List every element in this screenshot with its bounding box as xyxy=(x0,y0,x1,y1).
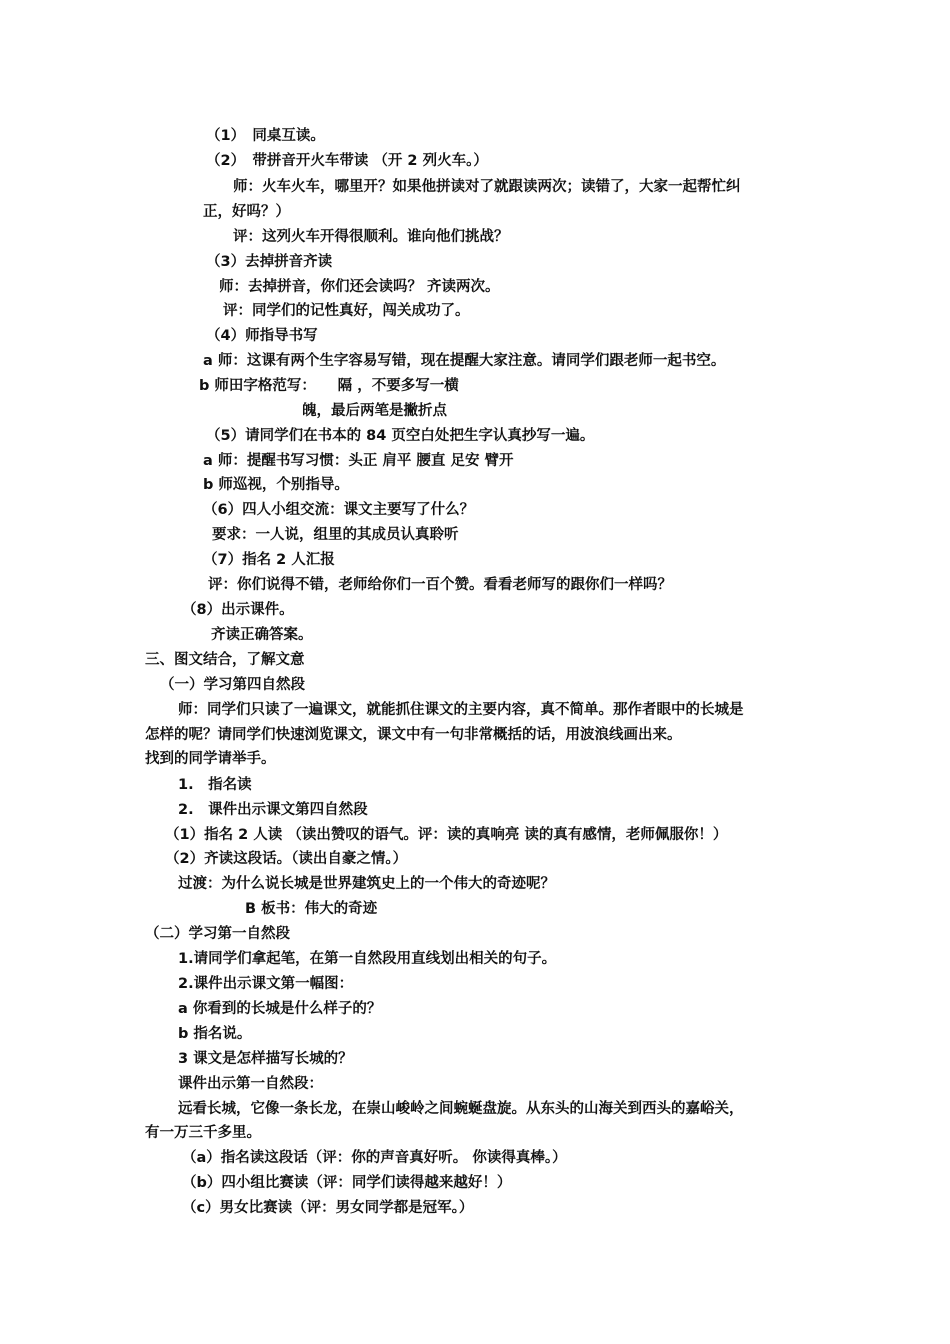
text-line: （b）四小组比赛读（评：同学们读得越来越好！） xyxy=(182,1175,512,1191)
text-line: （c）男女比赛读（评：男女同学都是冠军。） xyxy=(182,1200,474,1216)
text-line: 找到的同学请举手。 xyxy=(145,751,276,767)
text-line: b 指名说。 xyxy=(178,1026,252,1042)
text-line: 课件出示第一自然段： xyxy=(178,1076,323,1092)
text-line: （a）指名读这段话（评：你的声音真好听。 你读得真棒。） xyxy=(182,1150,567,1166)
text-line: b 师巡视，个别指导。 xyxy=(203,477,349,493)
text-line: b 师田字格范写： 隔 ，不要多写一横 xyxy=(199,378,459,394)
text-line: a 师：提醒书写习惯：头正 肩平 腰直 足安 臂开 xyxy=(203,453,514,469)
text-line: （3）去掉拼音齐读 xyxy=(206,254,333,270)
text-line: 1.请同学们拿起笔，在第一自然段用直线划出相关的句子。 xyxy=(178,951,557,967)
text-line: 师：火车火车，哪里开？如果他拼读对了就跟读两次；读错了，大家一起帮忙纠 xyxy=(233,179,741,195)
text-line: a 你看到的长城是什么样子的？ xyxy=(178,1001,382,1017)
text-line: 远看长城，它像一条长龙，在崇山峻岭之间蜿蜒盘旋。从东头的山海关到西头的嘉峪关， xyxy=(178,1101,744,1117)
text-line: B 板书：伟大的奇迹 xyxy=(245,901,378,917)
text-line: 有一万三千多里。 xyxy=(145,1125,261,1141)
text-line: （1） 同桌互读。 xyxy=(206,128,325,144)
section-heading: 三、图文结合，了解文意 xyxy=(145,652,305,668)
text-line: （6）四人小组交流：课文主要写了什么？ xyxy=(203,502,475,518)
text-line: 怎样的呢？请同学们快速浏览课文，课文中有一句非常概括的话，用波浪线画出来。 xyxy=(145,727,682,743)
text-line: 3 课文是怎样描写长城的？ xyxy=(178,1051,353,1067)
text-line: （2） 带拼音开火车带读 （开 2 列火车。） xyxy=(206,153,488,169)
text-line: a 师：这课有两个生字容易写错，现在提醒大家注意。请同学们跟老师一起书空。 xyxy=(203,353,726,369)
text-line: 过渡：为什么说长城是世界建筑史上的一个伟大的奇迹呢？ xyxy=(178,876,555,892)
text-line: 1. 指名读 xyxy=(178,777,252,793)
text-line: 评：这列火车开得很顺利。谁向他们挑战？ xyxy=(233,229,509,245)
text-line: （2）齐读这段话。（读出自豪之情。） xyxy=(165,851,408,867)
subsection-heading: （一）学习第四自然段 xyxy=(160,677,305,693)
text-line: 魄，最后两笔是撇折点 xyxy=(302,403,447,419)
subsection-heading: （二）学习第一自然段 xyxy=(145,926,290,942)
text-line: 齐读正确答案。 xyxy=(211,627,313,643)
text-line: 师：同学们只读了一遍课文，就能抓住课文的主要内容，真不简单。那作者眼中的长城是 xyxy=(178,702,744,718)
text-line: （5）请同学们在书本的 84 页空白处把生字认真抄写一遍。 xyxy=(206,428,595,444)
text-line: 2.课件出示课文第一幅图： xyxy=(178,976,354,992)
text-line: 评：你们说得不错，老师给你们一百个赞。看看老师写的跟你们一样吗？ xyxy=(208,577,672,593)
text-line: （8）出示课件。 xyxy=(182,602,294,618)
text-line: 师：去掉拼音，你们还会读吗？ 齐读两次。 xyxy=(219,279,500,295)
text-line: （1）指名 2 人读 （读出赞叹的语气。评：读的真响亮 读的真有感情，老师佩服你！） xyxy=(165,827,728,843)
text-line: （7）指名 2 人汇报 xyxy=(203,552,335,568)
text-line: （4）师指导书写 xyxy=(206,328,318,344)
text-line: 评：同学们的记性真好，闯关成功了。 xyxy=(223,303,470,319)
text-line: 要求：一人说，组里的其成员认真聆听 xyxy=(212,527,459,543)
text-line: 2. 课件出示课文第四自然段 xyxy=(178,802,368,818)
text-line: 正，好吗？） xyxy=(203,204,290,220)
